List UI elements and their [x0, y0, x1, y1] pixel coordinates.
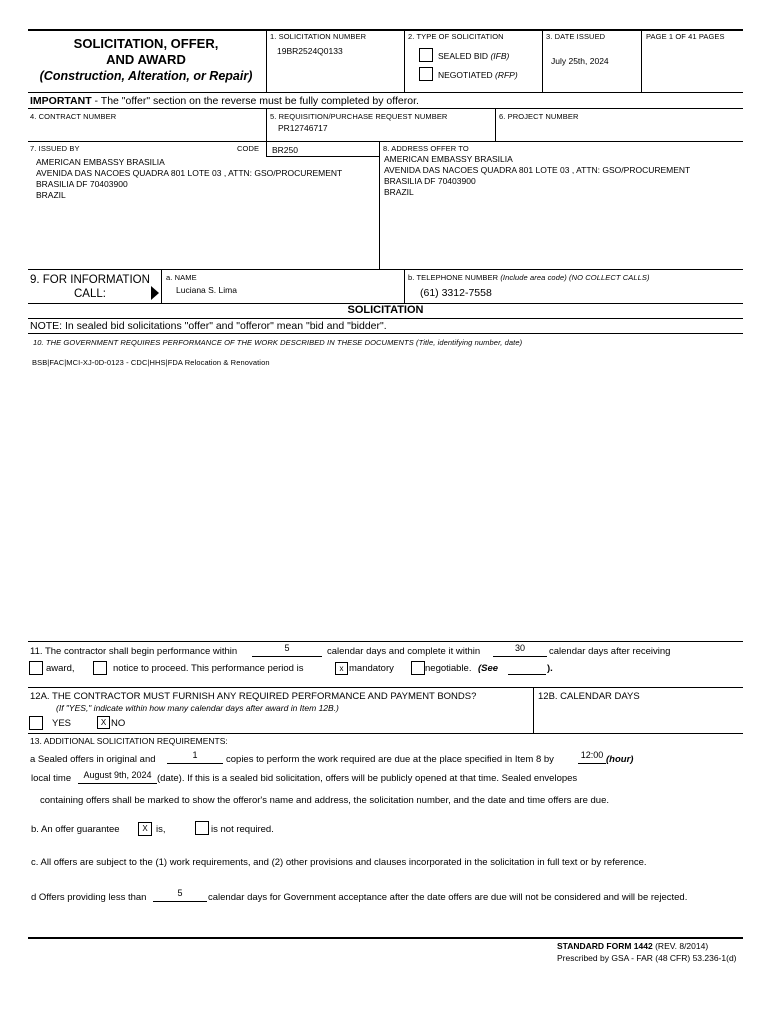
- requisition-label: 5. REQUISITION/PURCHASE REQUEST NUMBER: [270, 112, 448, 121]
- solicitation-number-value: 19BR2524Q0133: [277, 46, 343, 56]
- project-number-label: 6. PROJECT NUMBER: [499, 112, 579, 121]
- item11-text2: calendar days and complete it within: [327, 646, 481, 657]
- info-call-label-line2: CALL:: [74, 288, 106, 300]
- see-end: ).: [547, 663, 553, 674]
- contract-number-label: 4. CONTRACT NUMBER: [30, 112, 117, 121]
- acceptance-days-field[interactable]: 5: [153, 888, 207, 902]
- date-due-field[interactable]: August 9th, 2024: [78, 770, 157, 784]
- notice-to-proceed-label: notice to proceed. This performance period is: [113, 663, 304, 674]
- yes-checkbox[interactable]: [29, 716, 43, 730]
- solicitation-heading: SOLICITATION: [347, 304, 424, 316]
- copies-field[interactable]: 1: [167, 750, 223, 764]
- yes-label: YES: [52, 718, 72, 729]
- issued-by-line: AMERICAN EMBASSY BRASILIA: [36, 157, 165, 167]
- prescribed-by: Prescribed by GSA - FAR (48 CFR) 53.236-1(d): [557, 953, 737, 963]
- item13a-text1: a Sealed offers in original and: [30, 754, 156, 765]
- phone-value: (61) 3312-7558: [420, 287, 492, 299]
- item11-text1: 11. The contractor shall begin performance within: [30, 646, 238, 657]
- hour-field[interactable]: 12:00: [578, 750, 606, 764]
- address-offer-line: AMERICAN EMBASSY BRASILIA: [384, 154, 513, 164]
- phone-label: b. TELEPHONE NUMBER (Include area code) (NO COLLECT CALLS): [408, 273, 650, 282]
- item13b-text: b. An offer guarantee: [31, 824, 120, 835]
- form-title-line2: AND AWARD: [106, 52, 186, 67]
- arrow-right-icon: [151, 286, 159, 300]
- local-time-label: local time: [31, 773, 72, 784]
- hour-label: (hour): [606, 754, 634, 765]
- see-label: (See: [478, 663, 499, 674]
- no-label: NO: [111, 718, 126, 729]
- item13a-text2: copies to perform the work required are due at the place specified in Item 8 by: [226, 754, 554, 765]
- sealed-bid-label: SEALED BID (IFB): [438, 51, 510, 61]
- negotiated-label: NEGOTIATED (RFP): [438, 70, 518, 80]
- mandatory-checkbox[interactable]: x: [335, 662, 348, 675]
- date-issued-value: July 25th, 2024: [551, 56, 609, 66]
- requisition-value: PR12746717: [278, 123, 328, 133]
- no-checkbox[interactable]: X: [97, 716, 110, 729]
- see-field[interactable]: [508, 674, 546, 675]
- guarantee-not-label: is not required.: [211, 824, 274, 835]
- form-id: STANDARD FORM 1442 (REV. 8/2014): [557, 941, 709, 951]
- info-call-label-line1: 9. FOR INFORMATION: [30, 274, 150, 286]
- important-note: IMPORTANT - The "offer" section on the reverse must be fully completed by offeror.: [30, 95, 419, 107]
- name-label: a. NAME: [166, 273, 197, 282]
- type-of-solicitation-label: 2. TYPE OF SOLICITATION: [408, 32, 504, 41]
- address-offer-line: BRAZIL: [384, 187, 414, 197]
- sealed-bid-checkbox[interactable]: [419, 48, 433, 62]
- item12b-label: 12B. CALENDAR DAYS: [538, 691, 640, 702]
- code-value: BR250: [272, 145, 298, 155]
- award-label: award,: [46, 663, 75, 674]
- item13d-text1: d Offers providing less than: [31, 892, 147, 903]
- item10-value: BSB|FAC|MCI-XJ-0D-0123 - CDC|HHS|FDA Relocation & Renovation: [32, 358, 270, 367]
- item12a-label: 12A. THE CONTRACTOR MUST FURNISH ANY REQUIRED PERFORMANCE AND PAYMENT BONDS?: [30, 691, 477, 702]
- address-offer-address: [384, 154, 690, 198]
- item12a-note: (If "YES," indicate within how many calendar days after award in Item 12B.): [56, 703, 339, 713]
- date-text: (date). If this is a sealed bid solicitation, offers will be publicly opened at that time. Sealed envelopes: [157, 773, 578, 784]
- notice-to-proceed-checkbox[interactable]: [93, 661, 107, 675]
- item13c-text: c. All offers are subject to the (1) work requirements, and (2) other provisions and clauses incorporated in the solicitation in full text or by reference.: [31, 857, 647, 868]
- item13d-text2: calendar days for Government acceptance after the date offers are due will not be considered and will be rejected.: [208, 892, 688, 903]
- negotiable-label: negotiable.: [425, 663, 472, 674]
- address-offer-label: 8. ADDRESS OFFER TO: [383, 144, 469, 153]
- date-issued-label: 3. DATE ISSUED: [546, 32, 606, 41]
- address-offer-line: BRASILIA DF 70403900: [384, 176, 476, 186]
- issued-by-line: AVENIDA DAS NACOES QUADRA 801 LOTE 03 , ATTN: GSO/PROCUREMENT: [36, 168, 343, 178]
- info-call-label: [30, 273, 150, 301]
- form-title-line1: SOLICITATION, OFFER,: [73, 36, 219, 51]
- name-value: Luciana S. Lima: [176, 285, 237, 295]
- negotiated-checkbox[interactable]: [419, 67, 433, 81]
- item13a-line3: containing offers shall be marked to show the offeror's name and address, the solicitation number, and the date and time offers are due.: [40, 795, 609, 806]
- issued-by-address: [36, 157, 342, 201]
- complete-days-field[interactable]: 30: [493, 643, 547, 657]
- guarantee-is-label: is,: [156, 824, 166, 835]
- mandatory-label: mandatory: [349, 663, 394, 674]
- solicitation-number-label: 1. SOLICITATION NUMBER: [270, 32, 367, 41]
- issued-by-label: 7. ISSUED BY: [30, 144, 80, 153]
- address-offer-line: AVENIDA DAS NACOES QUADRA 801 LOTE 03 , ATTN: GSO/PROCUREMENT: [384, 165, 691, 175]
- page-info: PAGE 1 OF 41 PAGES: [646, 32, 725, 41]
- guarantee-not-checkbox[interactable]: [195, 821, 209, 835]
- issued-by-line: BRAZIL: [36, 190, 66, 200]
- solicitation-note: NOTE: In sealed bid solicitations "offer" and "offeror" mean "bid and "bidder".: [30, 320, 387, 332]
- begin-days-field[interactable]: 5: [252, 643, 322, 657]
- code-label: CODE: [237, 144, 260, 153]
- form-title-line3: (Construction, Alteration, or Repair): [39, 69, 253, 83]
- item13-heading: 13. ADDITIONAL SOLICITATION REQUIREMENTS:: [30, 736, 228, 746]
- negotiable-checkbox[interactable]: [411, 661, 425, 675]
- item11-text3: calendar days after receiving: [549, 646, 671, 657]
- form-title: [28, 36, 264, 84]
- item10-label: 10. THE GOVERNMENT REQUIRES PERFORMANCE OF THE WORK DESCRIBED IN THESE DOCUMENTS (Title, identifying number, date): [33, 338, 523, 347]
- issued-by-line: BRASILIA DF 70403900: [36, 179, 128, 189]
- guarantee-is-checkbox[interactable]: X: [138, 822, 152, 836]
- award-checkbox[interactable]: [29, 661, 43, 675]
